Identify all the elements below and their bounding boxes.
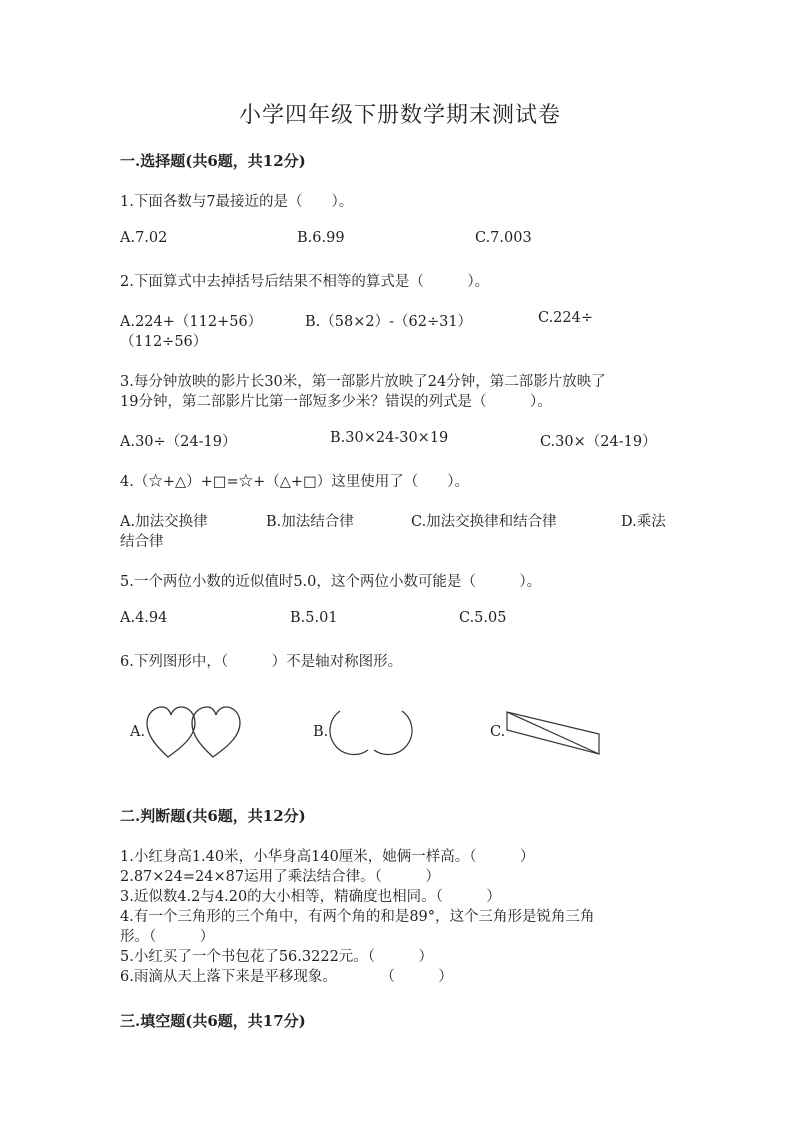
q6-option-a-label: A. (130, 724, 146, 740)
judge-item-1: 1.小红身高1.40米，小华身高140厘米，她俩一样高。（ ） (120, 849, 535, 865)
judge-item-2: 2.87×24=24×87运用了乘法结合律。（ ） (120, 869, 440, 885)
q3-option-a: A.30÷（24-19） (120, 434, 237, 450)
q4-option-a: A.加法交换律 (120, 514, 208, 530)
crescent-moons-figure (328, 708, 414, 758)
q1-option-a: A.7.02 (120, 230, 168, 246)
two-hearts-figure (145, 705, 255, 760)
question-6-stem: 6.下列图形中，（ ）不是轴对称图形。 (120, 654, 403, 670)
q4-option-d: D.乘法 (621, 514, 666, 530)
parallelogram-triangles-figure (505, 710, 601, 756)
question-5-stem: 5.一个两位小数的近似值时5.0，这个两位小数可能是（ ）。 (120, 574, 542, 590)
q6-option-b-label: B. (313, 724, 329, 740)
section-heading-fill: 三.填空题(共6题，共17分) (120, 1012, 306, 1030)
judge-item-4-wrap: 形。（ ） (120, 929, 215, 945)
question-2-stem: 2.下面算式中去掉括号后结果不相等的算式是（ ）。 (120, 274, 490, 290)
question-4-stem: 4.（☆+△）+□=☆+（△+□）这里使用了（ ）。 (120, 474, 470, 490)
judge-item-4: 4.有一个三角形的三个角中，有两个角的和是89°，这个三角形是锐角三角 (120, 909, 595, 925)
q3-option-b: B.30×24-30×19 (330, 430, 449, 446)
q5-option-b: B.5.01 (290, 610, 338, 626)
q2-option-c-wrap: （112÷56） (120, 334, 208, 350)
judge-item-5: 5.小红买了一个书包花了56.3222元。（ ） (120, 949, 434, 965)
q1-option-b: B.6.99 (297, 230, 345, 246)
question-1-stem: 1.下面各数与7最接近的是（ ）。 (120, 194, 354, 210)
judge-item-6: 6.雨滴从天上落下来是平移现象。 （ ） (120, 969, 453, 985)
q5-option-a: A.4.94 (120, 610, 168, 626)
question-3-stem-line2: 19分钟，第二部影片比第一部短多少米？错误的列式是（ ）。 (120, 394, 552, 410)
q3-option-c: C.30×（24-19） (540, 434, 657, 450)
section-heading-judge: 二.判断题(共6题，共12分) (120, 807, 306, 825)
q4-option-d-wrap: 结合律 (120, 534, 164, 550)
q2-option-a: A.224+（112+56） (120, 314, 263, 330)
question-3-stem-line1: 3.每分钟放映的影片长30米，第一部影片放映了24分钟，第二部影片放映了 (120, 374, 606, 390)
q4-option-c: C.加法交换律和结合律 (411, 514, 557, 530)
section-heading-choice: 一.选择题(共6题，共12分) (120, 152, 306, 170)
q2-option-b: B.（58×2）-（62÷31） (305, 314, 473, 330)
page-title: 小学四年级下册数学期末测试卷 (238, 103, 561, 128)
q2-option-c: C.224÷ (538, 310, 594, 326)
judge-item-3: 3.近似数4.2与4.20的大小相等，精确度也相同。（ ） (120, 889, 501, 905)
q5-option-c: C.5.05 (459, 610, 507, 626)
q4-option-b: B.加法结合律 (266, 514, 354, 530)
q6-option-c-label: C. (490, 724, 506, 740)
q1-option-c: C.7.003 (475, 230, 532, 246)
